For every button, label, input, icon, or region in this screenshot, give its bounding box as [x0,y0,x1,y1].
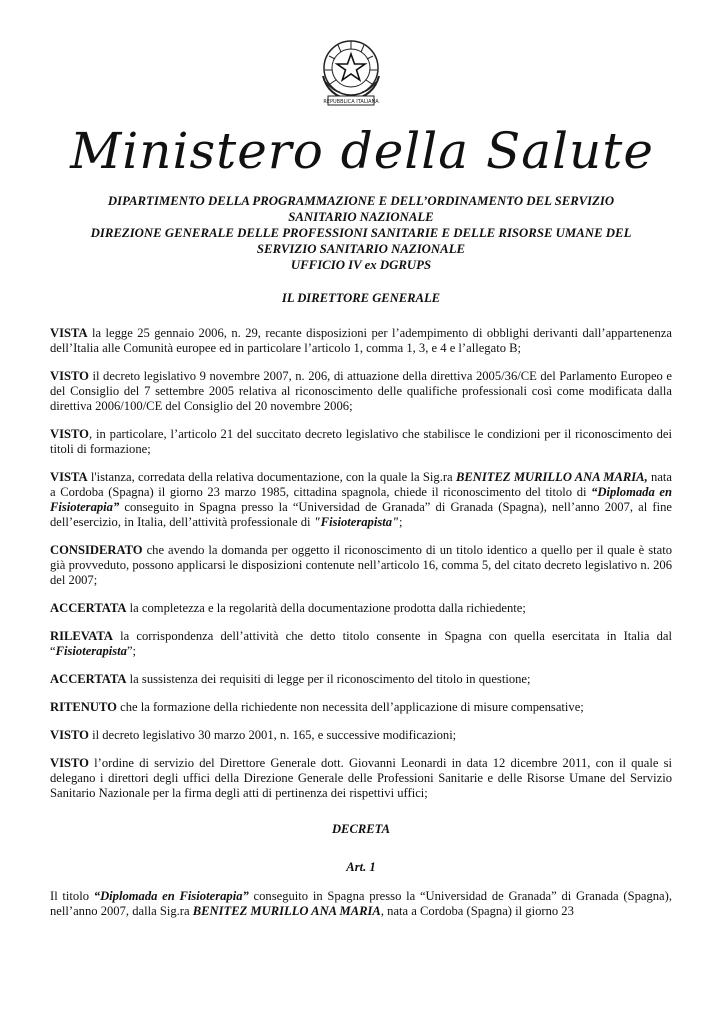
paragraph-lead: VISTO [50,756,89,770]
paragraph-lead: VISTO [50,427,89,441]
department-line: SANITARIO NAZIONALE [288,210,434,224]
paragraph-text: conseguito in Spagna presso la “Universidad de Granada” di Granada (Spagna), nell’anno 2007, dalla Sig.ra [50,889,672,918]
paragraph-visto-ordine [50,756,672,801]
qualification-title: “Diplomada en Fisioterapia” [50,485,672,514]
paragraph-text: la legge 25 gennaio 2006, n. 29, recante disposizioni per l’adempimento di obblighi derivanti dall’appartenenza dell’Italia alle Comunità europee ed in particolare l’articolo 1, comma 1, 3, e 4 e l’allegato B; [50,326,672,355]
paragraph-lead: VISTO [50,728,89,742]
paragraph-text: , nata a Cordoba (Spagna) il giorno 23 [380,904,574,918]
paragraph-text: che avendo la domanda per oggetto il riconoscimento di un titolo identico a quello per il quale è stato già provveduto, possono applicarsi le disposizioni contenute nell’articolo 16, comma 5, del citato decreto legislativo n. 206 del 2007; [50,543,672,587]
paragraph-considerato [50,543,672,588]
paragraph-visto-165 [50,728,672,743]
decree-body [50,326,672,932]
paragraph-visto-articolo [50,427,672,457]
paragraph-vista-legge [50,326,672,356]
qualification-title: “Diplomada en Fisioterapia” [93,889,249,903]
applicant-name: BENITEZ MURILLO ANA MARIA, [455,470,648,484]
article-1-text [50,889,672,919]
paragraph-text: la corrispondenza dell’attività che detto titolo consente in Spagna con quella esercitata in Italia dal “ [50,629,672,658]
article-heading: Art. 1 [346,860,376,874]
paragraph-lead: CONSIDERATO [50,543,143,557]
paragraph-vista-istanza [50,470,672,530]
paragraph-text: il decreto legislativo 9 novembre 2007, n. 206, di attuazione della direttiva 2005/36/CE del Parlamento Europeo e del Consiglio del 7 settembre 2005 relativa al riconoscimento delle qualifiche professionali così come modificata dalla direttiva 2006/100/CE del Consiglio del 20 novembre 2006; [50,369,672,413]
applicant-name: BENITEZ MURILLO ANA MARIA [192,904,381,918]
paragraph-text: ”; [126,644,137,658]
paragraph-text: l'istanza, corredata della relativa documentazione, con la quale la Sig.ra [87,470,456,484]
paragraph-lead: VISTO [50,369,89,383]
paragraph-text: il decreto legislativo 30 marzo 2001, n. 165, e successive modificazioni; [88,728,457,742]
profession-name: "Fisioterapista" [313,515,400,529]
decreta-heading: DECRETA [331,822,391,836]
paragraph-text: l’ordine di servizio del Direttore Generale dott. Giovanni Leonardi in data 12 dicembre 2011, con il quale si delegano i direttori degli uffici della Direzione Generale delle Professioni Sanitarie e delle Risorse Umane del Servizio Sanitario Nazionale per la firma degli atti di pertinenza dei rispettivi uffici; [50,756,672,800]
paragraph-rilevata [50,629,672,659]
paragraph-text: che la formazione della richiedente non necessita dell’applicazione di misure compensative; [116,700,584,714]
paragraph-lead: RITENUTO [50,700,117,714]
paragraph-text: la sussistenza dei requisiti di legge per il riconoscimento del titolo in questione; [126,672,531,686]
paragraph-text: Il titolo [50,889,94,903]
paragraph-text: la completezza e la regolarità della documentazione prodotta dalla richiedente; [126,601,526,615]
paragraph-text: , in particolare, l’articolo 21 del succitato decreto legislativo che stabilisce le condizioni per il riconoscimento dei titoli di formazione; [50,427,672,456]
department-header [50,193,672,273]
svg-text:REPUBBLICA ITALIANA: REPUBBLICA ITALIANA [323,99,379,105]
paragraph-text: conseguito in Spagna presso la “Universidad de Granada” di Granada (Spagna), nell’anno 2007, al fine dell’esercizio, in Italia, dell’attività professionale di [50,500,672,529]
ministry-title: Ministero della Salute [70,122,654,180]
paragraph-lead: VISTA [50,470,88,484]
paragraph-accertata-requisiti [50,672,672,687]
paragraph-lead: VISTA [50,326,88,340]
profession-name: Fisioterapista [55,644,127,658]
paragraph-ritenuto [50,700,672,715]
director-title: IL DIRETTORE GENERALE [281,291,441,305]
paragraph-text: nata a Cordoba (Spagna) il giorno 23 marzo 1985, cittadina spagnola, chiede il riconoscimento del titolo di [50,470,673,499]
department-line: DIREZIONE GENERALE DELLE PROFESSIONI SANITARIE E DELLE RISORSE UMANE DEL [90,226,632,240]
paragraph-accertata-completezza [50,601,672,616]
department-line: DIPARTIMENTO DELLA PROGRAMMAZIONE E DELL’ORDINAMENTO DEL SERVIZIO [107,194,615,208]
paragraph-text: ; [399,515,403,529]
paragraph-lead: ACCERTATA [50,672,127,686]
department-line: SERVIZIO SANITARIO NAZIONALE [256,242,466,256]
paragraph-visto-decreto [50,369,672,414]
paragraph-lead: RILEVATA [50,629,113,643]
paragraph-lead: ACCERTATA [50,601,127,615]
italian-republic-emblem-icon [314,30,388,110]
office-line: UFFICIO IV ex DGRUPS [290,258,432,272]
